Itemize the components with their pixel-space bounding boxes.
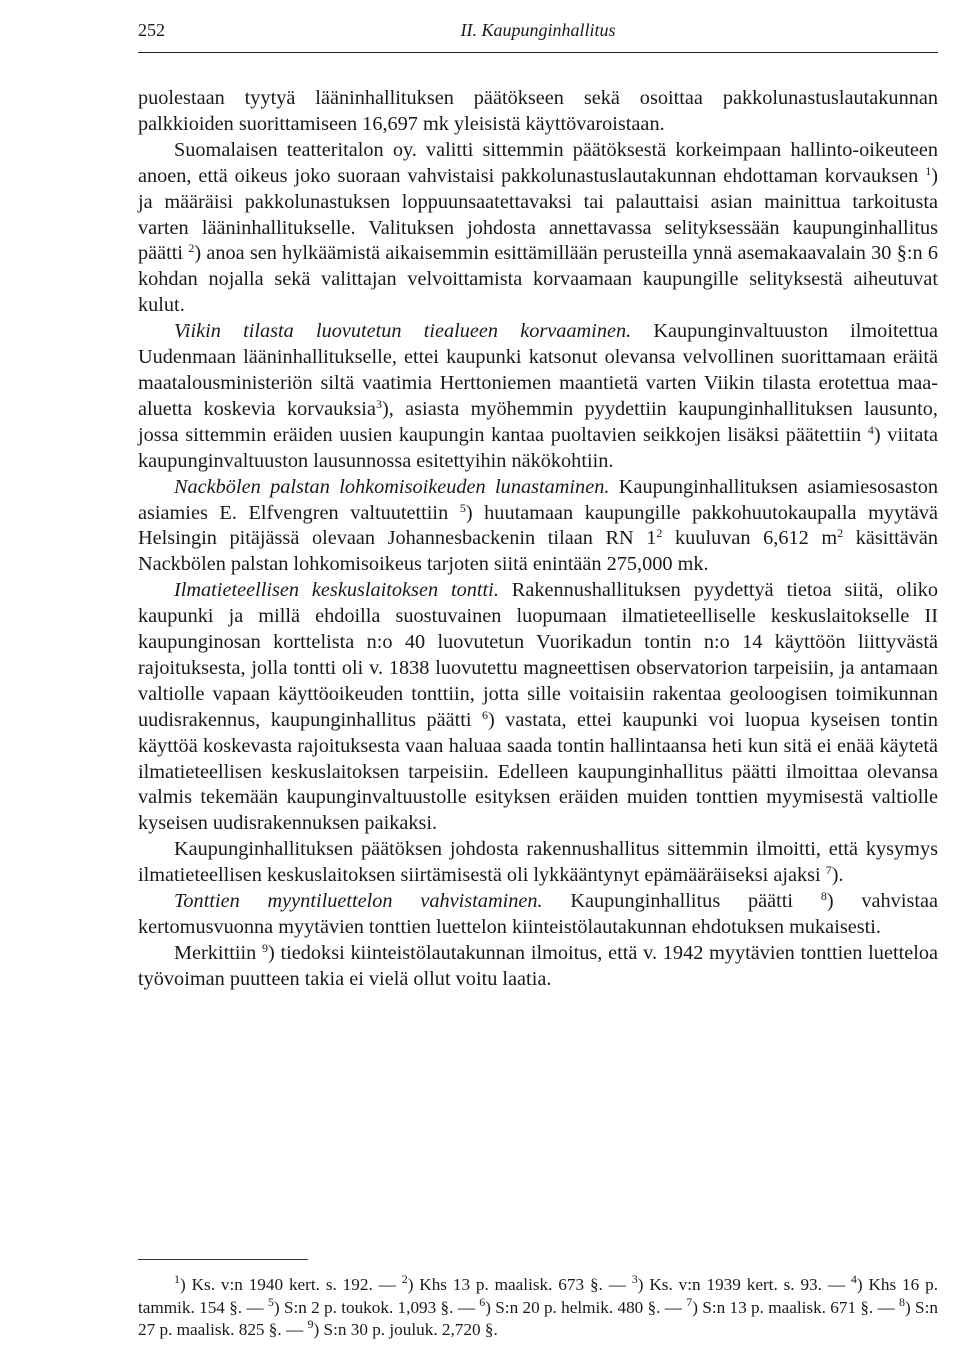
footnote-text: ) S:n 30 p. jouluk. 2,720 §.: [313, 1320, 498, 1339]
footnote-number: 5: [267, 1294, 274, 1309]
footnote-number: 4: [850, 1272, 857, 1286]
footnote-number: 1: [174, 1272, 180, 1286]
paragraph-5: Ilmatieteellisen keskuslaitoksen tontti. Rakennushallituksen pyydettyä tietoa siitä, oliko kaupunki ja millä ehdoilla suostuvainen luopumaan ilmatieteelliselle keskuslaitokselle II kaupunginosan korttelista n:o 40 luovutetun Vuorikadun tontin n:o 14 käyttöön liittyvästä rajoituksesta, jolla tontti oli v. 1838 luovutettu magneettisen observatorion tarpeisiin, ja antamaan valtiolle vapaan käyttöoikeuden tonttiin, jotta sille voitaisiin rakentaa geoloogisen toimikunnan uudisrakennus, kaupunginhallitus päätti $^6$) vastata, ettei kaupunki voi luopua kyseisen tontin käyttöä koskevasta rajoituksesta vaan haluaa saada tontin hallintaansa heti kun sitä ei enää käytetä ilmatieteellisen keskuslaitoksen tarpeisiin. Edelleen kaupunginhallitus päätti ilmoittaa olevansa valmis tekemään kaupunginvaltuustolle esityksen eräiden muiden tonttien myymisestä valtiolle kyseisen uudisrakennuksen paikaksi.: [138, 579, 939, 835]
paragraph-2: Suomalaisen teatteritalon oy. valitti sittemmin päätöksestä korkeimpaan hallinto-oikeuteen anoen, että oikeus joko suoraan vahvistaisi pakkolunastuslautakunnan ehdottaman korvauksen $^1$) ja määräisi pakkolunastuksen loppuunsaatettavaksi tai palauttaisi asian mainittua tarkoitusta varten lääninhallitukselle. Valituksen johdosta annettavassa selityksessään kaupunginhallitus päätti $^2$) anoa sen hylkäämistä aikaisemmin esittämillään perusteilla ynnä asemakaavalain 30 §:n 6 kohdan nojalla sekä valittajan velvoittamista korvaamaan kaupungille selityksestä aiheutuvat kulut.: [138, 138, 939, 317]
footnote-ref: 4: [867, 422, 874, 437]
section-heading: Ilmatieteellisen keskuslaitoksen tontti.: [174, 579, 499, 602]
footnote-ref: 1: [925, 163, 932, 178]
footnote-text: ) S:n 27 p. maalisk. 825 §. —: [138, 1297, 938, 1339]
paragraph-6: Kaupunginhallituksen päätöksen johdosta rakennushallitus sittemmin ilmoitti, että kysymys ilmatieteellisen keskuslaitoksen siirtämisestä oli lykkääntynyt epämääräiseksi ajaksi $^7$).: [138, 838, 938, 887]
section-heading: Viikin tilasta luovutetun tiealueen korvaaminen.: [174, 320, 632, 343]
page-number: 252: [138, 20, 165, 40]
footnote-text: ) Ks. v:n 1940 kert. s. 192. —: [180, 1275, 402, 1294]
footnote-ref: 7: [825, 863, 832, 878]
footnote-number: 3: [631, 1272, 638, 1286]
footnote-text: ) Ks. v:n 1939 kert. s. 93. —: [637, 1275, 851, 1294]
footnote-text: ) Khs 13 p. maalisk. 673 §. —: [407, 1275, 632, 1294]
footnote-text: ) S:n 2 p. toukok. 1,093 §. —: [273, 1297, 480, 1317]
footnote-ref: 2: [188, 241, 195, 256]
footnote-text: ) Khs 16 p. tammik. 154 §. —: [138, 1275, 938, 1317]
section-heading: Nackbölen palstan lohkomisoikeuden lunastaminen.: [174, 475, 610, 498]
document-page: [138, 16, 939, 1339]
superscript: 2: [656, 526, 663, 541]
footnote-text: ) S:n 20 p. helmik. 480 §. —: [485, 1297, 687, 1317]
footnotes: [138, 1274, 938, 1342]
paragraph-4: Nackbölen palstan lohkomisoikeuden lunastaminen. Kaupunginhallituksen asiamiesosaston asiamies E. Elfvengren valtuutettiin $^5$) huutamaan kaupungille pakkohuutokaupalla myytävä Helsingin pitäjässä olevaan Johannesbackenin tilaan RN $1^2$ kuuluvan 6,612 $m^2$ käsittävän Nackbölen palstan lohkomisoikeus tarjoten siitä enintään 275,000 mk.: [138, 475, 938, 576]
footnote-number: 8: [899, 1294, 906, 1309]
paragraph-7: Tonttien myyntiluettelon vahvistaminen. Kaupunginhallitus päätti $^8$) vahvistaa kertomusvuonna myytävien tonttien luettelon kiinteistölautakunnan ehdotuksen mukaisesti.: [138, 889, 938, 938]
superscript: 2: [837, 526, 844, 541]
header-rule: [138, 52, 938, 53]
footnote-rule: [138, 1259, 308, 1260]
footnote-ref: 9: [262, 940, 268, 955]
footnote-number: 9: [307, 1317, 314, 1331]
running-title: II. Kaupunginhallitus: [460, 20, 616, 40]
footnote-block: [138, 1274, 938, 1342]
footnote-number: 2: [401, 1272, 408, 1286]
paragraph-8: Merkittiin $^9$) tiedoksi kiinteistölautakunnan ilmoitus, että v. 1942 myytävien tonttien luetteloa työvoiman puutteen takia ei vielä ollut voitu laatia.: [138, 940, 938, 990]
footnote-ref: 6: [482, 707, 488, 722]
paragraph-1: puolestaan tyytyä lääninhallituksen päätökseen sekä osoittaa pakkolunastuslautakunnan palkkioiden suorittamiseen 16,697 mk yleisistä käyttövaroistaan.: [138, 87, 938, 135]
page-header: [138, 16, 938, 48]
paragraph-3: Viikin tilasta luovutetun tiealueen korvaaminen. Kaupunginvaltuuston ilmoitettua Uudenmaan lääninhallitukselle, ettei kaupunki katsonut olevansa velvollinen suorittamaan eräitä maatalousministeriön siltä vaatimia Herttoniemen maantietä varten Viikin tilasta erotettua maa-aluetta koskevia korvauksia$^3$), asiasta myöhemmin pyydettiin kaupunginhallituksen lausunto, jossa sittemmin eräiden uusien kaupungin kantaa puoltavien seikkojen lisäksi päätettiin $^4$) viitata kaupunginvaltuuston lausunnossa esitettyihin näkökohtiin.: [138, 320, 939, 472]
footnote-ref: 3: [375, 396, 382, 411]
section-heading: Tonttien myyntiluettelon vahvistaminen.: [174, 890, 543, 913]
footnote-ref: 8: [820, 889, 827, 904]
footnote-number: 7: [686, 1294, 693, 1309]
body-text: [138, 86, 938, 993]
footnote-number: 6: [479, 1294, 486, 1309]
footnote-text: ) S:n 13 p. maalisk. 671 §. —: [692, 1297, 900, 1317]
footnote-ref: 5: [459, 500, 466, 515]
